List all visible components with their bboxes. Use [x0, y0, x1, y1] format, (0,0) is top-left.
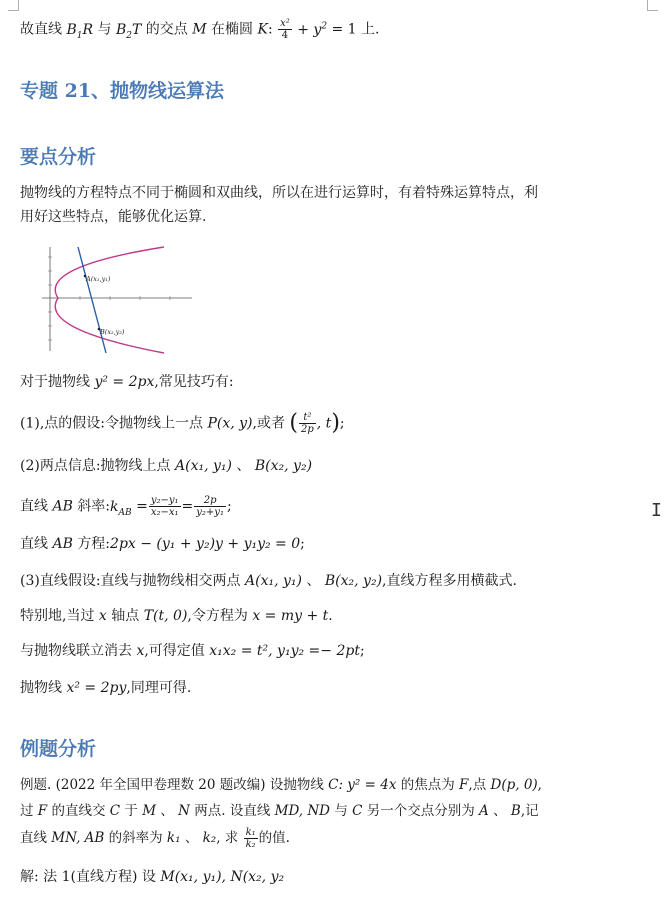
- special-case-line: 特别地,当过 x 轴点 T(t, 0),令方程为 x = my + t.: [20, 608, 333, 624]
- intro-line-1: 抛物线的方程特点不同于椭圆和双曲线，所以在进行运算时，有着特殊运算特点，利: [20, 185, 538, 201]
- topic-title: 专题 21、抛物线运算法: [20, 80, 225, 102]
- intro-line-2: 用好这些特点，能够优化运算.: [20, 209, 207, 225]
- example-line-3: 直线 MN, AB 的斜率为 k₁ 、 k₂, 求 $\frac{\text{k₁}}{\text{k₂}}$ 的值.: [20, 827, 290, 850]
- elimination-line: 与抛物线联立消去 x,可得定值 x₁x₂ = t², y₁y₂ =− 2pt;: [20, 643, 365, 659]
- tips-intro: 对于抛物线 y² = 2px,常见技巧有:: [20, 374, 234, 390]
- page-corner-top-left: [8, 0, 19, 11]
- section-heading-example: 例题分析: [20, 738, 97, 760]
- ellipse-conclusion-line: 故直线 $B_1R$ 与 $B_2T$ 的交点 M 在椭圆 K: $\frac{\text{x²}}{4}$ + $y^2 = 1$ 上.: [20, 18, 380, 41]
- parabola-figure: [40, 243, 196, 355]
- section-heading-key-points: 要点分析: [20, 146, 97, 168]
- tip-3-line-assumption: (3)直线假设:直线与抛物线相交两点 A(x₁, y₁) 、 B(x₂, y₂),直线方程多用横截式.: [20, 573, 517, 589]
- tip-1-point-assumption: (1),点的假设:令抛物线上一点 P(x, y),或者 ( $\frac{\text{t²}}{2p}$ , t);: [20, 410, 345, 436]
- page-corner-top-right: [647, 0, 658, 11]
- line-equation-line: 直线 AB 方程:2px − (y₁ + y₂)y + y₁y₂ = 0;: [20, 536, 305, 552]
- solution-start-line: 解: 法 1(直线方程) 设 M(x₁, y₁), N(x₂, y₂: [20, 869, 285, 885]
- example-line-1: 例题. (2022 年全国甲卷理数 20 题改编) 设抛物线 C: y² = 4x 的焦点为 F,点 D(p, 0),: [20, 777, 542, 793]
- label-point-b: B(x₂,y₂): [100, 328, 125, 336]
- alternate-parabola-line: 抛物线 x² = 2py,同理可得.: [20, 680, 192, 696]
- example-line-2: 过 F 的直线交 C 于 M 、 N 两点. 设直线 MD, ND 与 C 另一个交点分别为 A 、 B,记: [20, 803, 539, 819]
- tip-2-two-points: (2)两点信息:抛物线上点 A(x₁, y₁) 、 B(x₂, y₂): [20, 458, 313, 474]
- parabola-curve: [55, 247, 164, 353]
- text-cursor-icon: I: [651, 500, 662, 521]
- slope-formula-line: 直线 AB 斜率$:k_{AB}$ = $\frac{\text{y₂−y₁}}{\text{x₂−x₁}}$ = $\frac{2p}{\text{y₂+y₁}}$ ;: [20, 495, 232, 518]
- label-point-a: A(x₁,y₁): [86, 275, 111, 283]
- text-fade-overlay: [300, 864, 420, 898]
